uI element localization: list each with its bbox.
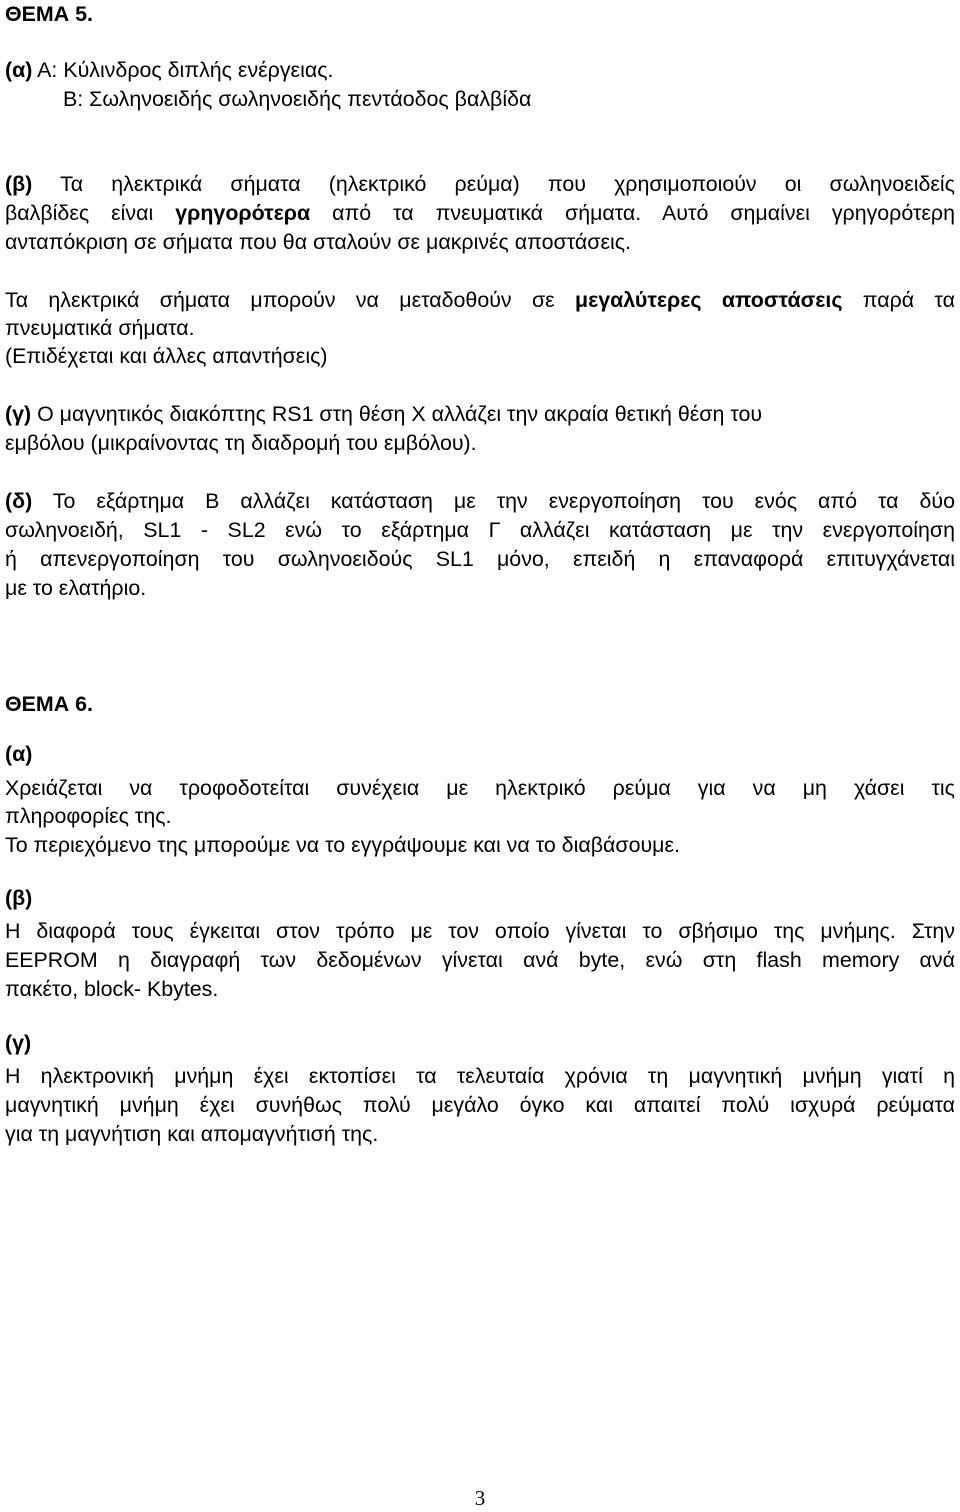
theme6-heading: ΘΕΜΑ 6. [5,692,93,716]
theme5-heading: ΘΕΜΑ 5. [5,2,93,26]
theme5-a-text1: Α: Κύλινδρος διπλής ενέργειας. [32,58,334,82]
theme5-b-text2-bold: γρηγορότερα [175,201,311,225]
theme5-b2-line3 [5,342,328,371]
theme5-d-text3: ή απενεργοποίηση του σωληνοειδούς SL1 μόνο, επειδή η επαναφορά επιτυγχάνεται [5,547,955,571]
theme6-c-text1: Η ηλεκτρονική μνήμη έχει εκτοπίσει τα τελευταία χρόνια τη μαγνητική μνήμη γιατί η [5,1064,955,1088]
theme5-b-line3 [5,228,631,257]
theme5-b-text1: Τα ηλεκτρικά σήματα (ηλεκτρικό ρεύμα) που χρησιμοποιούν οι σωληνοειδείς [32,172,955,196]
theme6-b-text1: Η διαφορά τους έγκειται στον τρόπο με τον οποίο γίνεται το σβήσιμο της μνήμης. Στην [5,919,955,943]
theme5-a-line1 [5,56,333,85]
theme6-a-text3: Το περιεχόμενο της μπορούμε να το εγγράψουμε και να το διαβάσουμε. [5,833,680,857]
theme6-b-text2: EEPROM η διαγραφή των δεδομένων γίνεται ανά byte, ενώ στη flash memory ανά [5,948,955,972]
theme5-b-text2-post: από τα πνευματικά σήματα. Αυτό σημαίνει γρηγορότερη [310,201,955,225]
theme5-c-line1 [5,400,762,429]
theme6-c-label: (γ) [5,1031,32,1055]
theme5-b-label: (β) [5,172,33,196]
theme5-c-line2 [5,429,477,458]
theme6-a-line3 [5,831,680,860]
theme5-b2-text1-bold: μεγαλύτερες αποστάσεις [575,288,843,312]
theme5-c-text2: εμβόλου (μικραίνοντας τη διαδρομή του εμβόλου). [5,431,477,455]
theme5-d-line2 [5,516,955,545]
theme6-b-line2 [5,946,955,975]
theme6-a-label: (α) [5,742,33,766]
theme6-a-text2: πληροφορίες της. [5,804,172,828]
theme5-d-line4 [5,574,146,603]
theme5-d-text4: με το ελατήριο. [5,576,147,600]
theme5-b-line2 [5,199,955,228]
theme6-c-line2 [5,1091,955,1120]
theme5-b2-line2 [5,314,195,343]
theme5-c-text1: Ο μαγνητικός διακόπτης RS1 στη θέση Χ αλλάζει την ακραία θετική θέση του [31,402,763,426]
theme6-c-text2: μαγνητική μνήμη έχει συνήθως πολύ μεγάλο όγκο και απαιτεί πολύ ισχυρά ρεύματα [5,1093,955,1117]
theme5-b-text2-pre: βαλβίδες είναι [5,201,176,225]
theme6-b-line1 [5,917,955,946]
theme5-a-label: (α) [5,58,33,82]
theme6-c-line3 [5,1120,378,1149]
page-number: 3 [474,1486,486,1510]
theme6-b-text3: πακέτο, block- Kbytes. [5,977,219,1001]
theme6-a-text1: Χρειάζεται να τροφοδοτείται συνέχεια με ηλεκτρικό ρεύμα για να μη χάσει τις [5,776,955,800]
theme6-b-line3 [5,975,218,1004]
theme5-b2-line1 [5,286,955,315]
theme6-b-label: (β) [5,886,33,910]
theme6-a-line2 [5,802,172,831]
theme5-c-label: (γ) [5,402,32,426]
theme6-a-line1 [5,774,955,803]
theme5-b-line1 [5,170,955,199]
theme5-a-line2 [5,85,531,114]
theme5-d-text1: Το εξάρτημα Β αλλάζει κατάσταση με την ενεργοποίηση του ενός από τα δύο [32,489,955,513]
theme6-c-line1 [5,1062,955,1091]
theme5-d-label: (δ) [5,489,33,513]
theme5-d-line1 [5,487,955,516]
theme5-d-line3 [5,545,955,574]
theme5-b2-text1-post: παρά τα [842,288,955,312]
theme5-b2-text3: (Επιδέχεται και άλλες απαντήσεις) [5,344,328,368]
theme5-b-text3: ανταπόκριση σε σήματα που θα σταλούν σε μακρινές αποστάσεις. [5,230,631,254]
theme5-d-text2: σωληνοειδή, SL1 - SL2 ενώ το εξάρτημα Γ αλλάζει κατάσταση με την ενεργοποίηση [5,518,955,542]
theme5-a-text2: Β: Σωληνοειδής σωληνοειδής πεντάοδος βαλβίδα [63,87,532,111]
theme6-c-text3: για τη μαγνήτιση και απομαγνήτισή της. [5,1122,379,1146]
theme5-b2-text2: πνευματικά σήματα. [5,316,195,340]
theme5-b2-text1-pre: Τα ηλεκτρικά σήματα μπορούν να μεταδοθούν σε [5,288,576,312]
